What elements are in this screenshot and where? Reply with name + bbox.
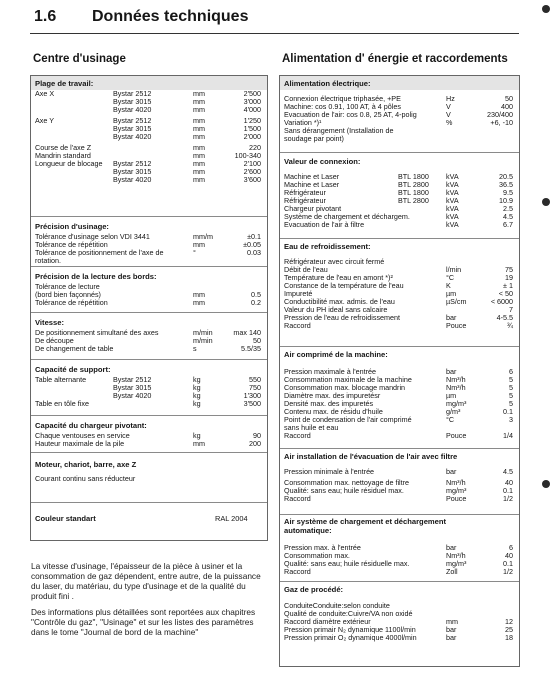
row-label: Tolérance de lecture	[35, 282, 100, 291]
row-model: Bystar 2512	[113, 159, 152, 168]
row-label: Pression maximale à l'entrée	[284, 367, 377, 376]
row-unit: mm	[446, 617, 458, 626]
notes-text	[31, 561, 269, 643]
row-label: Table alternante	[35, 375, 87, 384]
section-precision	[31, 216, 267, 267]
row-label: Raccord	[284, 494, 311, 503]
table-row	[31, 106, 267, 114]
table-row	[31, 249, 267, 257]
row-label: Constance de la température de l'eau	[284, 281, 404, 290]
row-value: 5	[509, 391, 513, 400]
row-label: Consommation max. blocage mandrin	[284, 383, 406, 392]
row-label: Tolérance de répétition	[35, 298, 108, 307]
rows-lecture	[31, 283, 267, 307]
row-value: 3'600	[243, 175, 261, 184]
row-unit: mm	[193, 89, 205, 98]
row-unit: Pouce	[446, 431, 467, 440]
row-value: 0.1	[503, 559, 513, 568]
row-unit: µS/cm	[446, 297, 467, 306]
row-label: Pression de l'eau de refroidissement	[284, 313, 401, 322]
row-model: Bystar 4020	[113, 175, 152, 184]
row-value: ±0.1	[247, 232, 261, 241]
section-gaz	[280, 581, 519, 666]
row-value: 100-340	[234, 151, 261, 160]
row-label: Tolérance d'usinage selon VDI 3441	[35, 232, 150, 241]
row-label: Densité max. des impuretés	[284, 399, 374, 408]
row-unit: mg/m³	[446, 559, 467, 568]
section-title-evacuation: Air installation de l'évacuation de l'air avec filtre	[284, 452, 458, 461]
section-title: Données techniques	[92, 8, 249, 25]
row-unit: Pouce	[446, 321, 467, 330]
row-value: 5	[509, 383, 513, 392]
row-unit: mm	[193, 132, 205, 141]
row-label: Courant continu sans réducteur	[35, 474, 136, 483]
row-label: De changement de table	[35, 344, 114, 353]
row-unit: µm	[446, 289, 457, 298]
energy-connections-table	[279, 75, 520, 667]
row-model: BTL 1800	[398, 188, 429, 197]
row-label: Raccord	[284, 321, 311, 330]
section-title-lecture: Précision de la lecture des bords:	[35, 272, 157, 281]
row-unit: Nm³/h	[446, 551, 466, 560]
row-value: 1'500	[243, 124, 261, 133]
row-label: Température de l'eau en amont *)²	[284, 273, 393, 282]
rows-vitesse	[31, 329, 267, 353]
row-value: 5	[509, 375, 513, 384]
section-couleur	[31, 502, 267, 540]
table-row	[280, 282, 519, 290]
row-value: 4.5	[503, 212, 513, 221]
table-row	[280, 560, 519, 568]
row-unit: kg	[193, 391, 201, 400]
row-label: Réfrigérateur avec circuit fermé	[284, 257, 385, 266]
row-model: Bystar 4020	[113, 391, 152, 400]
table-row	[280, 468, 519, 476]
couleur-value: RAL 2004	[215, 514, 248, 523]
table-row	[280, 314, 519, 322]
row-unit: mm	[193, 298, 205, 307]
table-row	[280, 495, 519, 503]
row-value: 19	[505, 273, 513, 282]
row-value: 5	[509, 399, 513, 408]
row-unit: kVA	[446, 188, 459, 197]
row-value: 2'000	[243, 132, 261, 141]
row-label: Evacuation de l'air: cos 0.8, 25 AT, 4-polig	[284, 110, 417, 119]
paragraph-1: La vitesse d'usinage, l'épaisseur de la pièce à usiner et la consommation de gaz dépendent, entre autre, de la puissance du laser, du matériau, du type d'usinage et de la qualité du produit fini .	[31, 561, 261, 601]
row-unit: kg	[193, 383, 201, 392]
row-unit: bar	[446, 625, 457, 634]
row-unit: mm	[193, 151, 205, 160]
row-label: (bord bien façonnés)	[35, 290, 101, 299]
row-label: Réfrigérateur	[284, 196, 326, 205]
table-row	[31, 257, 267, 265]
row-value: 6	[509, 367, 513, 376]
row-unit: Hz	[446, 94, 455, 103]
section-title-precision: Précision d'usinage:	[35, 222, 109, 231]
row-unit: l/min	[446, 265, 462, 274]
row-unit: Zoll	[446, 567, 458, 576]
row-value: < 6000	[490, 297, 513, 306]
row-label: Axe X	[35, 89, 55, 98]
table-row	[31, 299, 267, 307]
row-unit: mm	[193, 159, 205, 168]
title-rule	[30, 33, 519, 34]
section-systeme	[280, 514, 519, 582]
row-value: 400	[501, 102, 513, 111]
row-label: soudage par point)	[284, 134, 344, 143]
row-unit: %	[446, 118, 453, 127]
section-title-moteur: Moteur, chariot, barre, axe Z	[35, 460, 137, 469]
row-value: +6, -10	[490, 118, 513, 127]
row-label: Hauteur maximale de la pile	[35, 439, 125, 448]
row-unit: bar	[446, 313, 457, 322]
couleur-label: Couleur standart	[35, 514, 96, 523]
section-title-chargeur: Capacité du chargeur pivotant:	[35, 421, 147, 430]
row-model: Bystar 4020	[113, 132, 152, 141]
row-unit: °C	[446, 273, 455, 282]
row-value: 200	[249, 439, 261, 448]
row-label: Conductibilité max. admis. de l'eau	[284, 297, 395, 306]
row-value: 9.5	[503, 188, 513, 197]
section-title-refroidissement: Eau de refroidissement:	[284, 242, 371, 251]
section-title-connexion: Valeur de connexion:	[284, 157, 361, 166]
row-label: Pression minimale à l'entrée	[284, 467, 375, 476]
row-value: 25	[505, 625, 513, 634]
rows-refroidissement	[280, 258, 519, 330]
row-unit: °C	[446, 415, 455, 424]
binder-hole-bottom	[542, 480, 550, 488]
row-value: 0.2	[251, 298, 261, 307]
row-label: Pression primair O₂ dynamique 4000l/min	[284, 633, 417, 642]
table-row	[31, 345, 267, 353]
row-label: Tolérance de positionnement de l'axe de	[35, 248, 164, 257]
row-label: Qualité de conduite:Cuivre/VA non oxidé	[284, 609, 413, 618]
table-row	[31, 440, 267, 448]
row-value: 3	[509, 415, 513, 424]
machining-center-table	[30, 75, 268, 541]
row-label: Sans dérangement (Installation de	[284, 126, 394, 135]
row-model: Bystar 2512	[113, 375, 152, 384]
row-value: ± 1	[503, 281, 513, 290]
row-value: 0.1	[503, 486, 513, 495]
row-label: Raccord	[284, 567, 311, 576]
row-value: 2'100	[243, 159, 261, 168]
row-unit: V	[446, 102, 451, 111]
table-row	[280, 135, 519, 143]
row-value: 2.5	[503, 204, 513, 213]
rows-evacuation	[280, 468, 519, 503]
rows-gaz	[280, 602, 519, 642]
row-model: BTL 2800	[398, 196, 429, 205]
row-unit: bar	[446, 367, 457, 376]
row-label: Mandrin standard	[35, 151, 91, 160]
row-label: Axe Y	[35, 116, 55, 125]
section-title-plage: Plage de travail:	[31, 76, 267, 90]
row-unit: Pouce	[446, 494, 467, 503]
row-value: 7	[509, 305, 513, 314]
row-unit: mm	[193, 116, 205, 125]
row-model: Bystar 3015	[113, 167, 152, 176]
row-label: Tolérance de répétition	[35, 240, 108, 249]
row-unit: K	[446, 281, 451, 290]
row-label: Consommation max.	[284, 551, 350, 560]
row-value: 220	[249, 143, 261, 152]
row-label: Evacuation de l'air à filtre	[284, 220, 365, 229]
row-unit: mm	[193, 143, 205, 152]
row-value: 40	[505, 478, 513, 487]
row-label: Raccord	[284, 431, 311, 440]
row-value: 5.5/35	[241, 344, 261, 353]
section-support	[31, 359, 267, 416]
row-unit: mm/m	[193, 232, 213, 241]
row-unit: °	[193, 248, 196, 257]
row-value: 6	[509, 543, 513, 552]
row-label: Pression max. à l'entrée	[284, 543, 361, 552]
row-unit: bar	[446, 467, 457, 476]
row-label: Chargeur pivotant	[284, 204, 342, 213]
row-label: Machine et Laser	[284, 180, 340, 189]
row-model: Bystar 3015	[113, 124, 152, 133]
row-value: 3'500	[243, 399, 261, 408]
section-electrique	[280, 76, 519, 153]
row-label: Longueur de blocage	[35, 159, 103, 168]
row-value: 4-5.5	[496, 313, 513, 322]
row-value: 90	[253, 431, 261, 440]
row-value: ±0.05	[243, 240, 261, 249]
row-model: Bystar 3015	[113, 97, 152, 106]
row-unit: kVA	[446, 172, 459, 181]
row-label: Diamètre max. des impuretésr	[284, 391, 381, 400]
section-vitesse	[31, 312, 267, 360]
row-unit: mg/m³	[446, 486, 467, 495]
row-unit: Nm³/h	[446, 383, 466, 392]
row-unit: mm	[193, 175, 205, 184]
table-row	[280, 634, 519, 642]
row-value: 36.5	[499, 180, 513, 189]
table-row	[280, 322, 519, 330]
table-row	[31, 133, 267, 141]
row-label: ConduiteConduite:selon conduite	[284, 601, 390, 610]
row-unit: mm	[193, 124, 205, 133]
row-model: Bystar 2512	[113, 116, 152, 125]
row-value: 40	[505, 551, 513, 560]
row-value: 10.9	[499, 196, 513, 205]
row-unit: bar	[446, 543, 457, 552]
row-label: Connexion électrique triphasée, +PE	[284, 94, 401, 103]
row-unit: mm	[193, 97, 205, 106]
row-label: Machine: cos 0.91, 100 AT, à 4 pôles	[284, 102, 401, 111]
paragraph-2: Des informations plus détaillées sont reportées aux chapitres "Contrôle du gaz", "Usinage" et sur les listes des paramètres dans le tome "Journal de bord de la machine"	[31, 607, 256, 637]
table-row	[31, 475, 267, 483]
rows-precision	[31, 233, 267, 265]
row-label: Variation *)¹	[284, 118, 322, 127]
row-label: Valeur du PH ideal sans calcaire	[284, 305, 388, 314]
section-title-systeme: Air système de chargement et déchargement automatique:	[284, 517, 447, 535]
binder-hole-middle	[542, 198, 550, 206]
row-value: 4'000	[243, 105, 261, 114]
row-unit: V	[446, 110, 451, 119]
row-model: BTL 2800	[398, 180, 429, 189]
row-unit: mm	[193, 240, 205, 249]
row-unit: kg	[193, 375, 201, 384]
row-unit: mm	[193, 290, 205, 299]
row-unit: m/min	[193, 336, 213, 345]
row-label: Consommation max. nettoyage de filtre	[284, 478, 410, 487]
row-value: 2'500	[243, 89, 261, 98]
rows-electrique	[280, 95, 519, 143]
rows-plage	[31, 90, 267, 184]
row-unit: Nm³/h	[446, 478, 466, 487]
right-column-heading: Alimentation d' énergie et raccordements	[282, 53, 508, 65]
row-value: 0.1	[503, 407, 513, 416]
row-unit: bar	[446, 633, 457, 642]
row-value: 550	[249, 375, 261, 384]
section-title-support: Capacité de support:	[35, 365, 111, 374]
section-title-gaz: Gaz de procédé:	[284, 585, 344, 594]
row-model: Bystar 2512	[113, 89, 152, 98]
section-title-air-comprime: Air comprimé de la machine:	[284, 350, 388, 359]
row-value: 1'300	[243, 391, 261, 400]
row-unit: mg/m³	[446, 399, 467, 408]
row-unit: kVA	[446, 204, 459, 213]
row-label: Qualité: sans eau; huile résiduel max.	[284, 486, 404, 495]
row-unit: kVA	[446, 196, 459, 205]
row-unit: kg	[193, 399, 201, 408]
row-label: Impureté	[284, 289, 313, 298]
table-row	[31, 176, 267, 184]
section-chargeur	[31, 415, 267, 453]
row-unit: m/min	[193, 328, 213, 337]
row-value: 0.5	[251, 290, 261, 299]
row-value: 1/2	[503, 494, 513, 503]
section-title-electrique: Alimentation électrique:	[280, 76, 519, 90]
left-column-heading: Centre d'usinage	[33, 53, 126, 65]
row-unit: µm	[446, 391, 457, 400]
row-label: Qualité: sans eau; huile résiduelle max.	[284, 559, 410, 568]
row-label: De positionnement simultané des axes	[35, 328, 159, 337]
row-value: 1/2	[503, 567, 513, 576]
rows-support	[31, 376, 267, 408]
section-number: 1.6	[34, 8, 57, 25]
row-value: < 50	[498, 289, 513, 298]
row-unit: g/m³	[446, 407, 461, 416]
row-label: Raccord diamètre extérieur	[284, 617, 371, 626]
row-unit: kVA	[446, 212, 459, 221]
section-evacuation	[280, 448, 519, 515]
row-label: Consommation maximale de la machine	[284, 375, 412, 384]
row-label: Réfrigérateur	[284, 188, 326, 197]
row-value: 4.5	[503, 467, 513, 476]
row-model: Bystar 3015	[113, 383, 152, 392]
row-value: 50	[505, 94, 513, 103]
table-row	[280, 568, 519, 576]
row-unit: Nm³/h	[446, 375, 466, 384]
section-air-comprime	[280, 346, 519, 449]
row-label: Contenu max. de résidu d'huile	[284, 407, 383, 416]
section-refroidissement	[280, 238, 519, 347]
row-label: Table en tôle fixe	[35, 399, 89, 408]
row-value: 1/4	[503, 431, 513, 440]
row-label: Point de condensation de l'air comprimé	[284, 415, 412, 424]
row-value: 50	[253, 336, 261, 345]
row-unit: mm	[193, 439, 205, 448]
row-unit: s	[193, 344, 197, 353]
binder-hole-top	[542, 5, 550, 13]
rows-chargeur	[31, 432, 267, 448]
row-value: 2'600	[243, 167, 261, 176]
row-label: Chaque ventouses en service	[35, 431, 130, 440]
row-value: 20.5	[499, 172, 513, 181]
row-value: 230/400	[487, 110, 513, 119]
rows-moteur	[31, 475, 267, 483]
row-value: 0.03	[247, 248, 261, 257]
table-row	[280, 432, 519, 440]
row-value: 1'250	[243, 116, 261, 125]
row-unit: mm	[193, 105, 205, 114]
row-label: Course de l'axe Z	[35, 143, 92, 152]
row-unit: kg	[193, 431, 201, 440]
row-label: Système de chargement et déchargem.	[284, 212, 410, 221]
row-model: Bystar 4020	[113, 105, 152, 114]
table-row	[280, 487, 519, 495]
section-plage	[31, 76, 267, 217]
row-value: 3'000	[243, 97, 261, 106]
section-moteur	[31, 452, 267, 503]
row-label: Débit de l'eau	[284, 265, 328, 274]
row-label: rotation.	[35, 256, 61, 265]
section-connexion	[280, 152, 519, 239]
row-value: 6.7	[503, 220, 513, 229]
row-value: 18	[505, 633, 513, 642]
row-value: max 140	[233, 328, 261, 337]
row-unit: mm	[193, 167, 205, 176]
row-label: Pression primair N₂ dynamique 1100l/min	[284, 625, 416, 634]
table-row	[31, 400, 267, 408]
row-label: De découpe	[35, 336, 74, 345]
row-value: 75	[505, 265, 513, 274]
row-label: sans huile et eau	[284, 423, 339, 432]
row-unit: kVA	[446, 180, 459, 189]
table-row	[280, 424, 519, 432]
rows-systeme	[280, 544, 519, 576]
section-lecture	[31, 266, 267, 313]
row-value: 750	[249, 383, 261, 392]
row-unit: kVA	[446, 220, 459, 229]
rows-air-comprime	[280, 368, 519, 440]
rows-connexion	[280, 173, 519, 229]
row-model: BTL 1800	[398, 172, 429, 181]
row-label: Machine et Laser	[284, 172, 340, 181]
section-title-vitesse: Vitesse:	[35, 318, 64, 327]
row-value: ¾	[507, 321, 513, 330]
table-row	[280, 221, 519, 229]
row-value: 12	[505, 617, 513, 626]
